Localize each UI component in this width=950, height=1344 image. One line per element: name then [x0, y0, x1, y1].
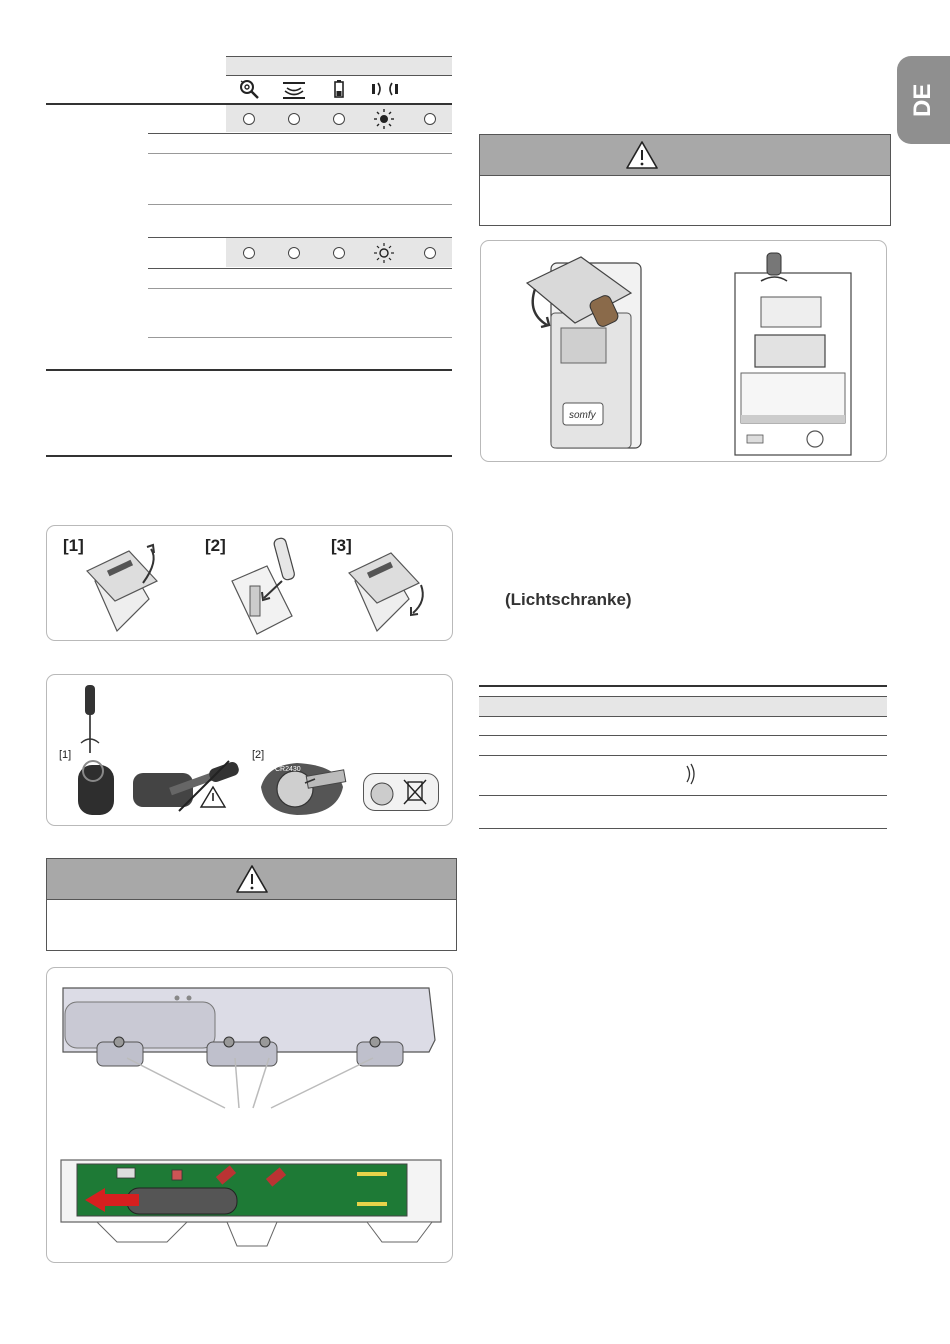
outdoor-detector-illustration: [521, 253, 651, 453]
warning-triangle-icon: [235, 864, 269, 894]
led-off-indicator: [243, 247, 255, 259]
step-label: [1]: [59, 749, 72, 761]
step-label: [2]: [205, 536, 226, 555]
table-header-shade: [479, 697, 887, 716]
wrong-tool-illustration: [129, 759, 259, 819]
warning-box: [479, 134, 891, 226]
table-rule: [479, 795, 887, 796]
somfy-logo: somfy: [569, 410, 596, 421]
outdoor-device-figure: [480, 240, 887, 462]
led-off-indicator: [288, 113, 300, 125]
radio-wave-icon: [684, 762, 698, 786]
led-off-indicator: [424, 113, 436, 125]
photocell-heading: (Lichtschranke): [505, 590, 632, 609]
table-rule: [479, 685, 887, 687]
warning-header: [480, 135, 890, 176]
keyfob-screwdriver-illustration: [75, 683, 125, 823]
led-lit-indicator: [373, 108, 395, 130]
table-rule: [148, 133, 452, 134]
warning-header: [47, 859, 456, 900]
keyfob-open-illustration: [257, 759, 352, 819]
language-tab[interactable]: [897, 56, 950, 144]
led-blinking-indicator: [373, 242, 395, 264]
step-label: [2]: [252, 749, 265, 761]
detector-open-illustration: [87, 551, 167, 636]
led-off-indicator: [243, 113, 255, 125]
table-rule: [226, 75, 452, 76]
radio-signal-icon: [370, 80, 400, 98]
table-rule: [479, 735, 887, 736]
sensor-wave-icon: [281, 80, 307, 100]
battery-replacement-figure: [46, 525, 453, 641]
table-rule: [148, 268, 452, 269]
table-rule: [148, 337, 452, 338]
table-rule: [479, 716, 887, 717]
photocell-illustration: [57, 980, 442, 1255]
cell-type-text: CR2430: [275, 766, 301, 773]
table-rule: [479, 696, 887, 697]
language-tab-label: DE: [909, 83, 936, 117]
table-rule: [479, 755, 887, 756]
led-off-indicator: [333, 113, 345, 125]
table-rule: [479, 828, 887, 829]
coin-cell-disposal-icon: [368, 778, 434, 806]
keyfob-battery-figure: [46, 674, 453, 826]
battery-insert-illustration: [222, 536, 312, 636]
photocell-battery-figure: [46, 967, 453, 1263]
table-rule: [148, 153, 452, 154]
led-off-indicator: [424, 247, 436, 259]
detector-close-illustration: [347, 551, 437, 636]
disposal-box: [363, 773, 439, 811]
warning-triangle-icon: [625, 140, 659, 170]
led-off-indicator: [333, 247, 345, 259]
battery-icon: [333, 79, 345, 99]
table-rule: [46, 455, 452, 457]
step-label: [1]: [63, 536, 84, 555]
step-label: [3]: [331, 536, 352, 555]
table-rule: [148, 204, 452, 205]
table-rule: [148, 288, 452, 289]
table-rule: [46, 369, 452, 371]
table-header-shade: [226, 57, 452, 75]
search-zoom-icon: [236, 78, 262, 100]
warning-box: [46, 858, 457, 951]
outdoor-detector-open-illustration: [731, 247, 861, 457]
led-off-indicator: [288, 247, 300, 259]
